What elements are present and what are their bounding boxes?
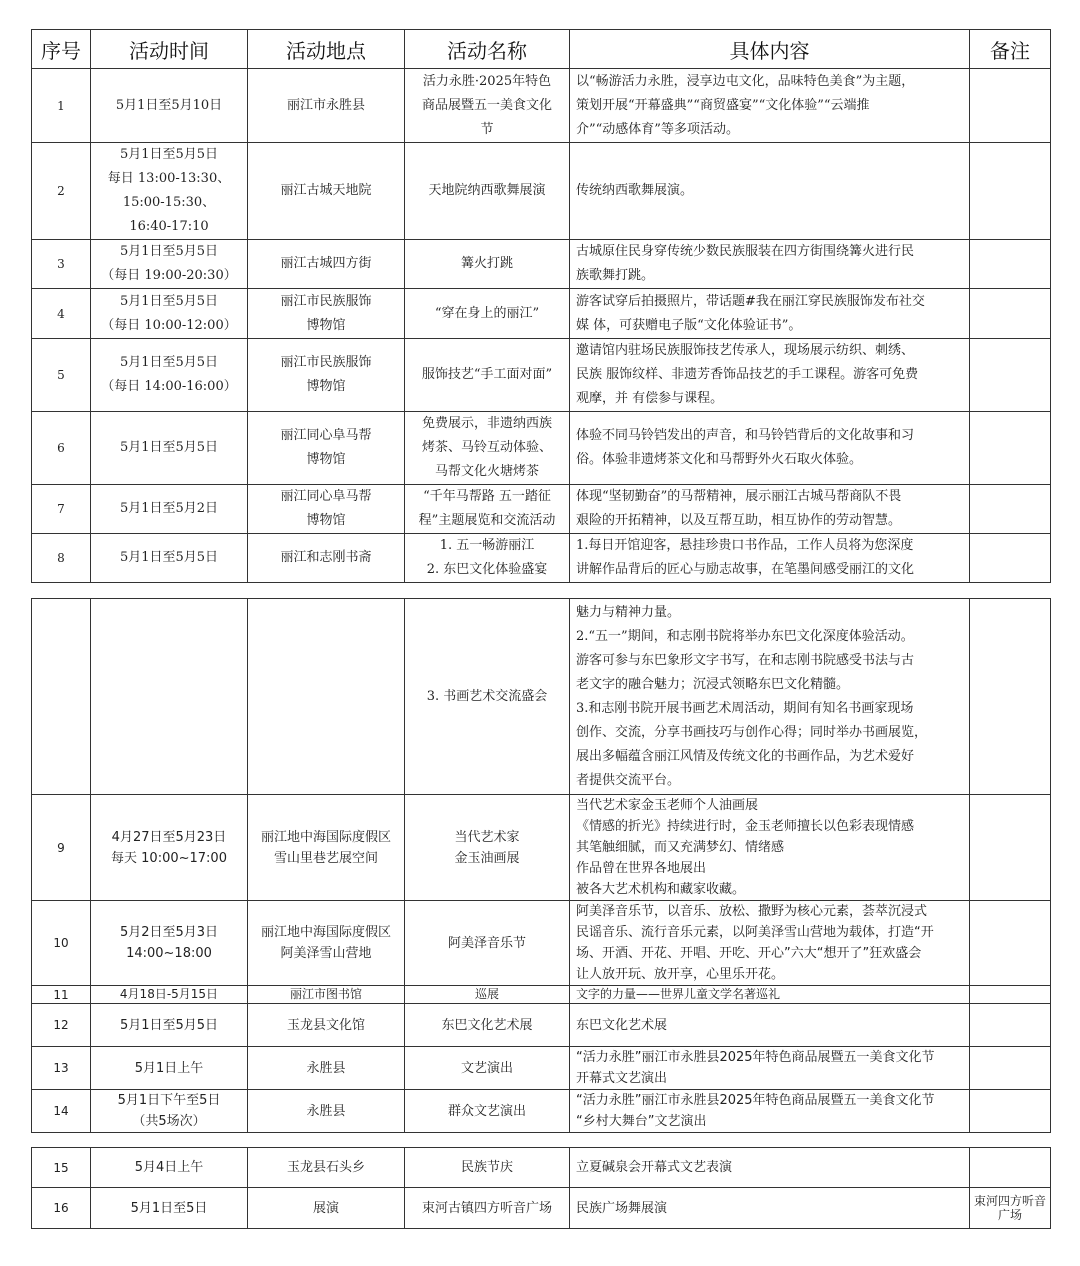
activity-time (91, 795, 248, 901)
activity-name (405, 1188, 570, 1229)
activity-name (405, 143, 570, 240)
row-number: 1 (32, 69, 91, 143)
activity-content-line: 创作、交流，分享书画技巧与创作心得；同时举办书画展览， (576, 724, 928, 740)
activity-time-line: （每日 10:00-12:00） (101, 317, 237, 333)
activity-name-line: 免费展示，非遗纳西族 (421, 416, 552, 431)
activity-content-line: 邀请馆内驻场民族服饰技艺传承人，现场展示纺织、刺绣、 (576, 343, 915, 358)
activity-content-line: 传统纳西歌舞展演。 (576, 183, 694, 198)
activity-name (405, 534, 570, 583)
activity-time (91, 1148, 248, 1188)
table-row (32, 339, 1051, 412)
activity-content (570, 599, 970, 795)
schedule-table-part2 (31, 598, 1051, 1133)
activity-place (248, 599, 405, 795)
activity-name (405, 1090, 570, 1133)
activity-time-line: 每天 10:00~17:00 (111, 850, 227, 866)
activity-name (405, 339, 570, 412)
activity-content-line: 讲解作品背后的匠心与励志故事，在笔墨间感受丽江的文化 (576, 562, 915, 577)
activity-content-line: 民谣音乐、流行音乐元素，以阿美泽雪山营地为载体，打造“开 (576, 925, 934, 940)
row-number: 10 (32, 901, 91, 986)
activity-content-line: 让人放开玩、放开享，心里乐开花。 (576, 967, 785, 982)
row-number: 14 (32, 1090, 91, 1133)
activity-time-line: 5月1日至5月5日 (119, 1017, 219, 1033)
activity-name-line: 束河古镇四方听音广场 (421, 1200, 552, 1216)
activity-time-line: 5月1日至5月5日 (119, 550, 219, 565)
activity-name (405, 1148, 570, 1188)
activity-name (405, 599, 570, 795)
activity-place-line: 丽江同心阜马帮 (280, 428, 372, 443)
table-row (32, 1090, 1051, 1133)
activity-name (405, 986, 570, 1004)
activity-place-line: 博物馆 (306, 379, 346, 394)
table-row (32, 69, 1051, 143)
activity-content-line: 展出多幅蕴含丽江风情及传统文化的书画作品，为艺术爱好 (576, 748, 915, 764)
activity-content-line: 当代艺术家金玉老师个人油画展 (576, 798, 759, 813)
activity-time-line: 5月4日上午 (134, 1160, 204, 1175)
activity-content-line: 魅力与精神力量。 (576, 604, 681, 620)
activity-time (91, 69, 248, 143)
activity-content-line: 游客可参与东巴象形文字书写，在和志刚书院感受书法与古 (576, 652, 915, 668)
activity-time-line: （每日 14:00-16:00） (101, 379, 237, 394)
activity-time (91, 599, 248, 795)
row-number: 7 (32, 485, 91, 534)
table-row (32, 485, 1051, 534)
activity-time (91, 289, 248, 339)
activity-content (570, 69, 970, 143)
activity-place (248, 69, 405, 143)
activity-content (570, 1004, 970, 1047)
activity-time-line: 16:40-17:10 (129, 219, 209, 234)
activity-time-line: 5月1日下午至5日 (117, 1093, 221, 1108)
activity-content-line: 族歌舞打跳。 (576, 268, 655, 283)
activity-content-line: “乡村大舞台”文艺演出 (576, 1114, 707, 1129)
activity-content-line: “活力永胜”丽江市永胜县2025年特色商品展暨五一美食文化节 (576, 1093, 935, 1108)
activity-name (405, 412, 570, 485)
activity-time-line: 5月1日至5月10日 (115, 97, 223, 113)
activity-time-line: 4月18日-5月15日 (119, 987, 219, 1001)
activity-note (970, 1004, 1051, 1047)
activity-name-line: 金玉油画展 (454, 850, 520, 866)
activity-name-line: 阿美泽音乐节 (447, 935, 526, 951)
activity-content (570, 289, 970, 339)
table-row (32, 599, 1051, 795)
header-content: 具体内容 (570, 30, 970, 69)
activity-content-line: 俗。体验非遗烤茶文化和马帮野外火石取火体验。 (576, 452, 863, 467)
row-number: 5 (32, 339, 91, 412)
activity-time-line: 5月1日上午 (134, 1060, 204, 1076)
activity-content-line: 被各大艺术机构和藏家收藏。 (576, 882, 746, 897)
activity-content-line: 介”“动感体育”等多项活动。 (576, 121, 739, 137)
activity-note (970, 986, 1051, 1004)
activity-note (970, 69, 1051, 143)
activity-note (970, 599, 1051, 795)
activity-content-line: 游客试穿后拍摄照片，带话题#我在丽江穿民族服饰发布社交 (576, 293, 925, 309)
activity-name (405, 901, 570, 986)
activity-content-line: 立夏碱泉会开幕式文艺表演 (576, 1160, 733, 1175)
schedule-table-part1 (31, 29, 1051, 583)
activity-content-line: 艰险的开拓精神，以及互帮互助，相互协作的劳动智慧。 (576, 513, 902, 528)
header-time: 活动时间 (91, 30, 248, 69)
activity-place-line: 玉龙县文化馆 (286, 1017, 365, 1033)
activity-name-line: 1. 五一畅游丽江 (439, 538, 535, 553)
activity-place (248, 1188, 405, 1229)
activity-place-line: 丽江和志刚书斋 (280, 550, 372, 565)
activity-name-line: 民族节庆 (460, 1160, 513, 1175)
header-name: 活动名称 (405, 30, 570, 69)
activity-place-line: 丽江古城天地院 (280, 183, 372, 198)
activity-note (970, 339, 1051, 412)
activity-note (970, 795, 1051, 901)
schedule-table-part3 (31, 1147, 1051, 1229)
row-number: 9 (32, 795, 91, 901)
activity-place-line: 展演 (312, 1200, 339, 1216)
activity-name-line: 节 (480, 121, 494, 137)
row-number: 12 (32, 1004, 91, 1047)
activity-place (248, 412, 405, 485)
activity-time (91, 534, 248, 583)
activity-content (570, 1148, 970, 1188)
activity-time (91, 143, 248, 240)
table-row (32, 1148, 1051, 1188)
activity-content (570, 1188, 970, 1229)
activity-time-line: 5月1日至5月5日 (119, 440, 219, 455)
activity-place-line: 丽江地中海国际度假区 (260, 925, 391, 940)
activity-name-line: 服饰技艺“手工面对面” (421, 367, 553, 382)
row-number: 4 (32, 289, 91, 339)
activity-content-line: 以“畅游活力永胜，浸享边屯文化，品味特色美食”为主题， (576, 73, 915, 89)
row-number: 6 (32, 412, 91, 485)
activity-content (570, 240, 970, 289)
activity-time-line: 5月1日至5月5日 (119, 147, 219, 162)
activity-content (570, 795, 970, 901)
activity-place (248, 1047, 405, 1090)
activity-content (570, 485, 970, 534)
table-row (32, 901, 1051, 986)
table-row (32, 1047, 1051, 1090)
header-place: 活动地点 (248, 30, 405, 69)
activity-place-line: 丽江市民族服饰 (280, 293, 372, 309)
activity-time-line: 5月1日至5日 (130, 1200, 208, 1216)
activity-content-line: 其笔触细腻，而又充满梦幻、情绪感 (576, 840, 785, 855)
activity-place (248, 339, 405, 412)
activity-content-line: 1.每日开馆迎客，悬挂珍贵口书作品，工作人员将为您深度 (576, 538, 914, 553)
activity-content-line: 古城原住民身穿传统少数民族服装在四方街围绕篝火进行民 (576, 244, 915, 259)
activity-name-line: 巡展 (474, 987, 499, 1001)
activity-place-line: 永胜县 (306, 1103, 346, 1119)
activity-content (570, 534, 970, 583)
activity-name-line: 篝火打跳 (460, 256, 513, 271)
activity-place-line: 永胜县 (306, 1060, 346, 1076)
activity-time-line: 15:00-15:30、 (122, 195, 216, 210)
activity-place (248, 795, 405, 901)
activity-name-line: 程”主题展览和交流活动 (418, 513, 556, 528)
activity-name (405, 69, 570, 143)
activity-note (970, 1148, 1051, 1188)
activity-place-line: 博物馆 (306, 452, 346, 467)
activity-name-line: 群众文艺演出 (447, 1103, 526, 1119)
activity-time-line: 5月1日至5月2日 (119, 501, 219, 516)
activity-time-line: （共5场次） (132, 1114, 206, 1129)
activity-place-line: 丽江同心阜马帮 (280, 489, 372, 504)
activity-name-line: “千年马帮路 五一踏征 (423, 489, 551, 504)
activity-content-line: 作品曾在世界各地展出 (576, 861, 707, 876)
table-row (32, 289, 1051, 339)
table-row (32, 534, 1051, 583)
row-number: 15 (32, 1148, 91, 1188)
activity-place-line: 玉龙县石头乡 (286, 1160, 365, 1175)
activity-name-line: 当代艺术家 (454, 829, 520, 845)
activity-name (405, 289, 570, 339)
activity-name (405, 1047, 570, 1090)
activity-content-line: 2.“五一”期间，和志刚书院将举办东巴文化深度体验活动。 (576, 628, 914, 644)
activity-content (570, 1047, 970, 1090)
table-row (32, 986, 1051, 1004)
activity-note (970, 485, 1051, 534)
activity-content-line: 场、开酒、开花、开唱、开吃、开心”六大“想开了”狂欢盛会 (576, 946, 922, 961)
activity-name-line: 活力永胜·2025年特色 (422, 73, 552, 89)
activity-time (91, 339, 248, 412)
activity-time-line: 5月2日至5月3日 (119, 925, 219, 940)
row-number: 8 (32, 534, 91, 583)
activity-time-line: 5月1日至5月5日 (119, 355, 219, 370)
activity-name (405, 1004, 570, 1047)
header-note: 备注 (970, 30, 1051, 69)
table-row (32, 143, 1051, 240)
activity-name (405, 485, 570, 534)
activity-place (248, 1148, 405, 1188)
activity-content-line: 阿美泽音乐节，以音乐、放松、撒野为核心元素，荟萃沉浸式 (576, 904, 928, 919)
activity-note (970, 240, 1051, 289)
table-row (32, 240, 1051, 289)
activity-name-line: 烤茶、马铃互动体验、 (421, 440, 552, 455)
activity-name-line: 马帮文化火塘烤茶 (434, 464, 539, 479)
activity-content-line: 观摩，并 有偿参与课程。 (576, 391, 724, 406)
row-number: 2 (32, 143, 91, 240)
activity-time (91, 1188, 248, 1229)
activity-content-line: 体验不同马铃铛发出的声音，和马铃铛背后的文化故事和习 (576, 428, 915, 443)
activity-time (91, 986, 248, 1004)
activity-name-line: 文艺演出 (460, 1060, 513, 1076)
activity-content (570, 339, 970, 412)
activity-place-line: 丽江地中海国际度假区 (260, 829, 391, 845)
activity-content (570, 412, 970, 485)
activity-content (570, 986, 970, 1004)
activity-time (91, 901, 248, 986)
row-number (32, 599, 91, 795)
activity-time (91, 1090, 248, 1133)
activity-place (248, 485, 405, 534)
activity-content-line: “活力永胜”丽江市永胜县2025年特色商品展暨五一美食文化节 (576, 1050, 935, 1065)
activity-place-line: 丽江市图书馆 (289, 987, 362, 1001)
activity-place-line: 博物馆 (306, 513, 346, 528)
activity-note (970, 143, 1051, 240)
row-number: 11 (32, 986, 91, 1004)
activity-time (91, 1004, 248, 1047)
activity-content-line: 策划开展“开幕盛典”“商贸盛宴”“文化体验”“云端推 (576, 97, 870, 113)
activity-time (91, 485, 248, 534)
activity-content-line: 东巴文化艺术展 (576, 1017, 668, 1033)
activity-time-line: 4月27日至5月23日 (111, 829, 227, 845)
activity-name-line: “穿在身上的丽江” (434, 305, 540, 321)
activity-place (248, 1004, 405, 1047)
activity-content-line: 文字的力量——世界儿童文学名著巡礼 (576, 987, 781, 1001)
activity-name-line: 3. 书画艺术交流盛会 (426, 688, 548, 704)
header-row (32, 30, 1051, 69)
activity-content-line: 媒 体，可获赠电子版“文化体验证书”。 (576, 317, 802, 333)
activity-place (248, 289, 405, 339)
row-number: 13 (32, 1047, 91, 1090)
activity-place-line: 博物馆 (306, 317, 346, 333)
activity-place-line: 丽江市民族服饰 (280, 355, 372, 370)
activity-note (970, 901, 1051, 986)
activity-note (970, 289, 1051, 339)
activity-name-line: 2. 东巴文化体验盛宴 (426, 562, 548, 577)
activity-note: 束河四方听音广场 (970, 1188, 1051, 1229)
activity-content-line: 民族广场舞展演 (576, 1200, 668, 1216)
header-no: 序号 (32, 30, 91, 69)
activity-place-line: 丽江古城四方街 (280, 256, 372, 271)
activity-note (970, 1047, 1051, 1090)
activity-time (91, 412, 248, 485)
activity-content (570, 901, 970, 986)
activity-note (970, 1090, 1051, 1133)
activity-content-line: 开幕式文艺演出 (576, 1071, 668, 1086)
activity-place (248, 1090, 405, 1133)
activity-time-line: （每日 19:00-20:30） (101, 268, 237, 283)
activity-time-line: 每日 13:00-13:30、 (107, 171, 231, 186)
activity-name (405, 240, 570, 289)
activity-name-line: 东巴文化艺术展 (441, 1017, 533, 1033)
activity-content (570, 1090, 970, 1133)
activity-time-line: 5月1日至5月5日 (119, 293, 219, 309)
activity-content-line: 《情感的折光》持续进行时，金玉老师擅长以色彩表现情感 (576, 819, 915, 834)
activity-place-line: 阿美泽雪山营地 (280, 946, 372, 961)
table-row (32, 795, 1051, 901)
activity-name-line: 商品展暨五一美食文化 (421, 97, 552, 113)
activity-place-line: 丽江市永胜县 (286, 97, 365, 113)
activity-time-line: 14:00~18:00 (126, 946, 212, 961)
activity-time (91, 1047, 248, 1090)
activity-place (248, 986, 405, 1004)
activity-time-line: 5月1日至5月5日 (119, 244, 219, 259)
activity-place-line: 雪山里巷艺展空间 (273, 850, 378, 866)
activity-place (248, 240, 405, 289)
activity-name (405, 795, 570, 901)
table-row (32, 1188, 1051, 1229)
activity-content-line: 民族 服饰纹样、非遗芳香饰品技艺的手工课程。游客可免费 (576, 367, 919, 382)
activity-content-line: 体现“坚韧勤奋”的马帮精神，展示丽江古城马帮商队不畏 (576, 489, 902, 504)
activity-content (570, 143, 970, 240)
row-number: 3 (32, 240, 91, 289)
activity-place (248, 534, 405, 583)
activity-content-line: 者提供交流平台。 (576, 772, 681, 788)
row-number: 16 (32, 1188, 91, 1229)
activity-place (248, 901, 405, 986)
table-row (32, 1004, 1051, 1047)
activity-content-line: 3.和志刚书院开展书画艺术周活动，期间有知名书画家现场 (576, 700, 914, 716)
activity-note (970, 412, 1051, 485)
activity-note (970, 534, 1051, 583)
activity-time (91, 240, 248, 289)
activity-place (248, 143, 405, 240)
activity-name-line: 天地院纳西歌舞展演 (428, 183, 546, 198)
table-row (32, 412, 1051, 485)
activity-content-line: 老文字的融合魅力；沉浸式领略东巴文化精髓。 (576, 676, 850, 692)
